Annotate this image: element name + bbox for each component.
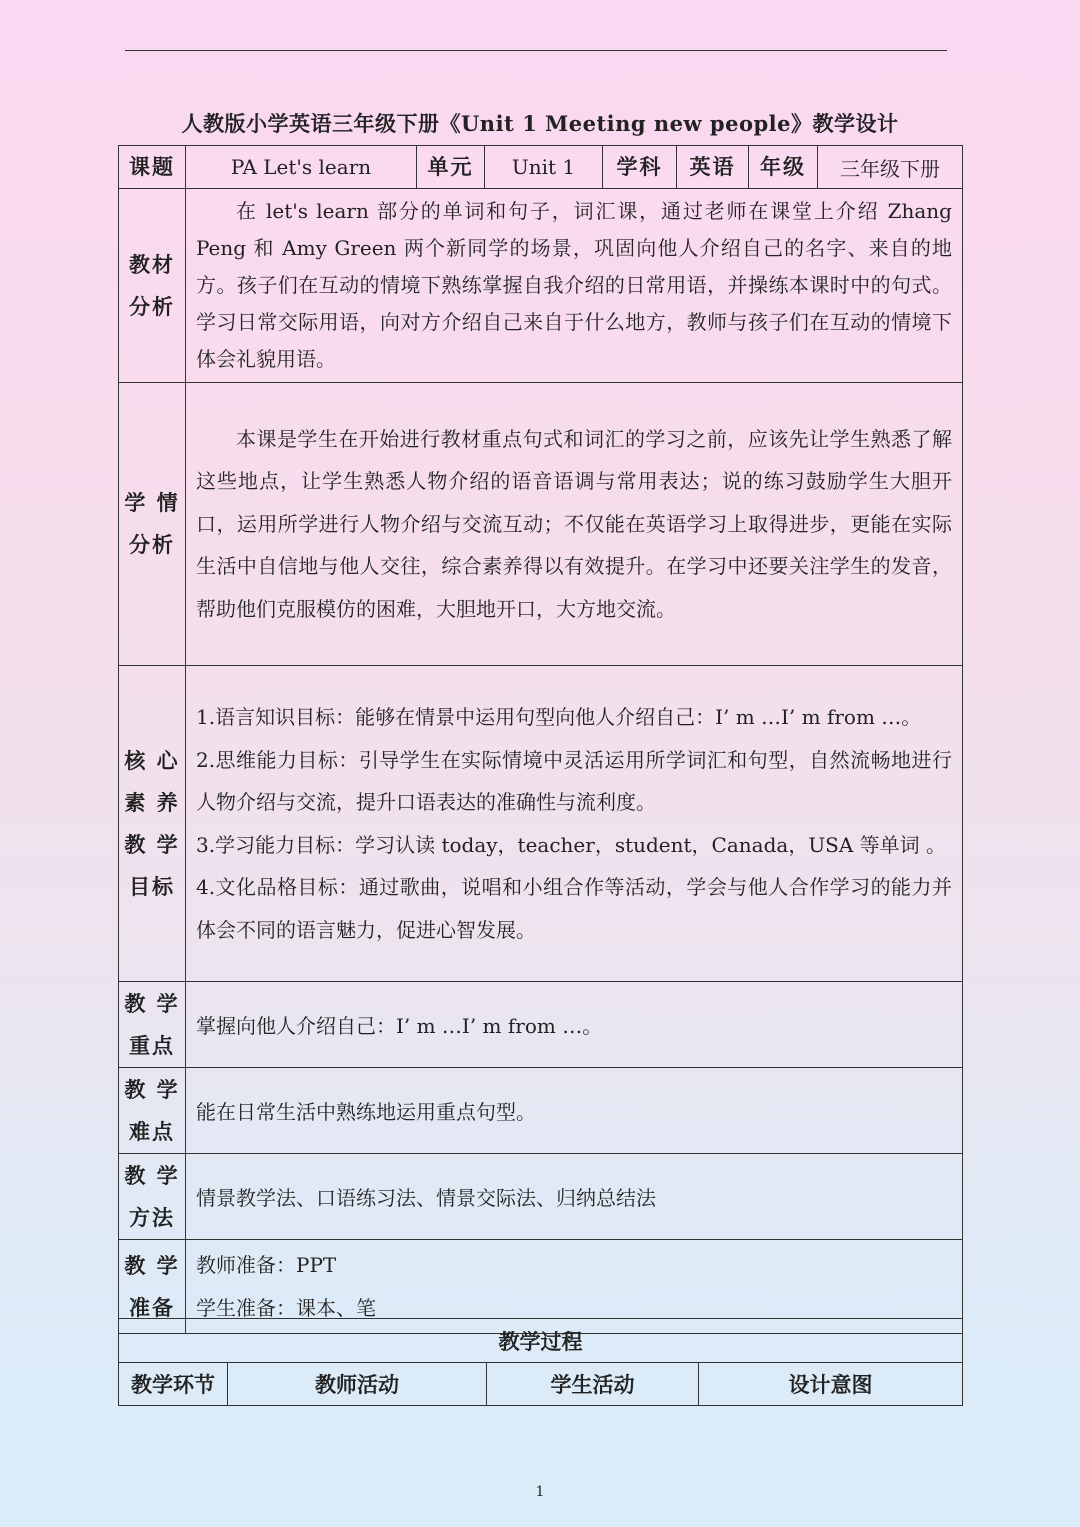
material-analysis-label: 教材 分析 xyxy=(119,189,186,383)
process-header-row xyxy=(119,1363,963,1406)
key-points-text: 掌握向他人介绍自己：I’ m …I’ m from …。 xyxy=(186,982,963,1068)
key-points-label: 教 学 重点 xyxy=(119,982,186,1068)
page-number: 1 xyxy=(535,1484,545,1500)
grade-value: 三年级下册 xyxy=(818,146,963,189)
unit-label: 单元 xyxy=(417,146,485,189)
process-title-row xyxy=(119,1319,963,1363)
key-points-row xyxy=(119,982,963,1068)
process-title: 教学过程 xyxy=(119,1319,963,1363)
difficulties-text: 能在日常生活中熟练地运用重点句型。 xyxy=(186,1068,963,1154)
lesson-plan-table xyxy=(118,145,963,1334)
material-analysis-text: 在 let's learn 部分的单词和句子，词汇课，通过老师在课堂上介绍 Zhang Peng 和 Amy Green 两个新同学的场景，巩固向他人介绍自己的名字、来自的地方。孩子们在互动的情境下熟练掌握自我介绍的日常用语，并操练本课时中的句式。学习日常交际用语，向对方介绍自己来自于什么地方，教师与孩子们在互动的情境下体会礼貌用语。 xyxy=(186,189,963,383)
header-row xyxy=(119,146,963,189)
student-analysis-text: 本课是学生在开始进行教材重点句式和词汇的学习之前，应该先让学生熟悉了解这些地点，让学生熟悉人物介绍的语音语调与常用表达；说的练习鼓励学生大胆开口，运用所学进行人物介绍与交流互动；不仅能在英语学习上取得进步，更能在实际生活中自信地与他人交往，综合素养得以有效提升。在学习中还要关注学生的发音，帮助他们克服模仿的困难，大胆地开口，大方地交流。 xyxy=(186,383,963,666)
preparation-label: 教 学 准备 xyxy=(119,1240,186,1334)
column-header: 学生活动 xyxy=(487,1363,699,1406)
topic-value: PA Let's learn xyxy=(186,146,417,189)
column-header: 设计意图 xyxy=(699,1363,963,1406)
unit-value: Unit 1 xyxy=(485,146,603,189)
subject-value: 英语 xyxy=(677,146,749,189)
methods-text: 情景教学法、口语练习法、情景交际法、归纳总结法 xyxy=(186,1154,963,1240)
core-goals-list xyxy=(186,666,963,982)
core-goals-row xyxy=(119,666,963,982)
student-analysis-row xyxy=(119,383,963,666)
methods-label: 教 学 方法 xyxy=(119,1154,186,1240)
grade-label: 年级 xyxy=(749,146,818,189)
goal-item: 3.学习能力目标：学习认读 today，teacher，student，Canada，USA 等单词 。 xyxy=(196,832,947,857)
difficulties-row xyxy=(119,1068,963,1154)
teaching-process-table xyxy=(118,1318,963,1406)
topic-label: 课题 xyxy=(119,146,186,189)
document-title: 人教版小学英语三年级下册《Unit 1 Meeting new people》教学设计 xyxy=(181,111,899,136)
header-rule xyxy=(125,50,947,51)
material-analysis-row xyxy=(119,189,963,383)
difficulties-label: 教 学 难点 xyxy=(119,1068,186,1154)
column-header: 教学环节 xyxy=(119,1363,228,1406)
student-preparation: 学生准备：课本、笔 xyxy=(196,1295,376,1320)
column-header: 教师活动 xyxy=(228,1363,487,1406)
teacher-preparation: 教师准备：PPT xyxy=(196,1253,337,1277)
subject-label: 学科 xyxy=(603,146,677,189)
goal-item: 2.思维能力目标：引导学生在实际情境中灵活运用所学词汇和句型，自然流畅地进行人物介绍与交流，提升口语表达的准确性与流利度。 xyxy=(196,747,952,814)
student-analysis-label: 学 情 分析 xyxy=(119,383,186,666)
goal-item: 1.语言知识目标：能够在情景中运用句型向他人介绍自己：I’ m …I’ m from …。 xyxy=(196,705,922,729)
core-goals-label: 核 心 素 养 教 学 目标 xyxy=(119,666,186,982)
goal-item: 4.文化品格目标：通过歌曲，说唱和小组合作等活动，学会与他人合作学习的能力并体会不同的语言魅力，促进心智发展。 xyxy=(196,875,952,942)
methods-row xyxy=(119,1154,963,1240)
